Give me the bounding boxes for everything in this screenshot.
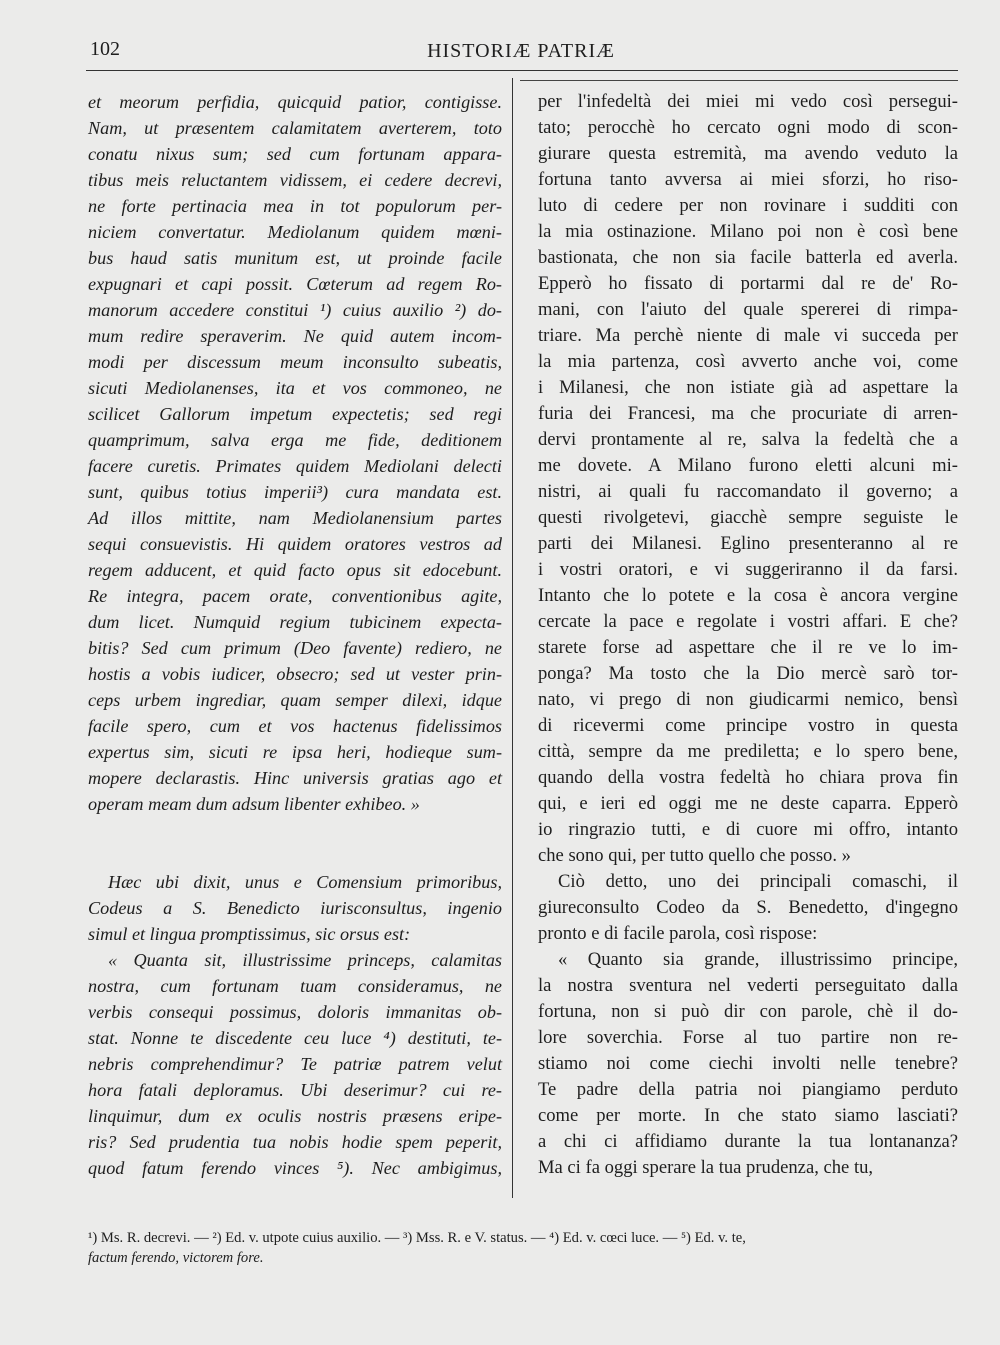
- text-line: mani, con l'aiuto del quale spererei di rimpa-: [538, 299, 958, 320]
- text-line: bastionata, che non sia facile batterla ed averla.: [538, 247, 958, 268]
- text-line: triare. Ma perchè niente di male vi succeda per: [538, 325, 958, 346]
- text-line: bus haud satis munitum est, ut proinde facile: [88, 248, 502, 268]
- text-line: niciem convertatur. Mediolanum quidem mœni-: [88, 222, 502, 242]
- text-line: che sono qui, per tutto quello che posso. »: [538, 845, 851, 866]
- text-line: mopere declarastis. Hinc universis gratias ago et: [88, 768, 502, 788]
- text-line: verbis consequi possimus, doloris immanitas ob-: [88, 1002, 502, 1022]
- text-line: nistri, ai quali fu raccomandato il governo; a: [538, 481, 958, 502]
- text-line: la nostra sventura nel vederti perseguitato dalla: [538, 975, 958, 996]
- latin-column: [88, 89, 502, 1181]
- text-line: quando della vostra fedeltà ho chiara prova fin: [538, 767, 958, 788]
- text-line: qui, e ieri ed oggi me ne deste caparra. Epperò: [538, 793, 958, 814]
- text-line: giurare questa estremità, ma avendo veduto la: [538, 143, 958, 164]
- text-line: me dovete. A Milano furono eletti alcuni mi-: [538, 455, 958, 476]
- text-line: dum licet. Numquid regium tubicinem expecta-: [88, 612, 502, 632]
- text-line: expertus sim, sicuti re ipsa heri, hodieque sum-: [88, 742, 502, 762]
- text-line: Te padre della patria noi piangiamo perduto: [538, 1079, 958, 1100]
- column-divider: [512, 78, 513, 1198]
- text-line: nebris comprehendimur? Te patriæ patrem velut: [88, 1054, 502, 1074]
- text-line: quod fatum ferendo vinces ⁵). Nec ambigimus,: [88, 1158, 502, 1178]
- text-line: Ad illos mittite, nam Mediolanensium partes: [88, 508, 502, 528]
- text-line: hora fatali deploramus. Ubi deserimur? cui re-: [88, 1080, 502, 1100]
- footnotes: [88, 1228, 958, 1268]
- text-line: sunt, quibus totius imperii³) cura mandata est.: [88, 482, 502, 502]
- text-line: i Milanesi, che non istiate già ad aspettare la: [538, 377, 958, 398]
- footnote-line-2: factum ferendo, victorem fore.: [88, 1250, 264, 1266]
- text-line: la mia partenza, così avverto anche voi, come: [538, 351, 958, 372]
- text-line: tato; perocchè ho cercato ogni modo di scon-: [538, 117, 958, 138]
- text-line: simul et lingua promptissimus, sic orsus est:: [88, 924, 411, 944]
- text-line: mum redire speraverim. Ne quid autem incom-: [88, 326, 502, 346]
- text-line: operam meam dum adsum libenter exhibeo. »: [88, 794, 420, 814]
- text-line: città, sempre da me prediletta; e lo spero bene,: [538, 741, 958, 762]
- text-line: hostis a vobis iudicer, obsecro; sed ut vester prin-: [88, 664, 502, 684]
- text-line: et meorum perfidia, quicquid patior, contigisse.: [88, 92, 502, 112]
- header-rule: [86, 70, 958, 71]
- running-title: HISTORIÆ PATRIÆ: [427, 40, 615, 62]
- italian-text-block: [538, 89, 958, 1181]
- paragraph-gap: [88, 817, 502, 869]
- text-line: ne forte pertinacia mea in tot populorum per-: [88, 196, 502, 216]
- text-line: Re integra, pacem orate, conventionibus agite,: [88, 586, 502, 606]
- text-line: dervi prontamente al re, salva la fedeltà che a: [538, 429, 958, 450]
- text-line: a chi ci affidiamo durante la tua lontananza?: [538, 1131, 958, 1152]
- text-line: regem adducent, et quid facto opus sit edocebunt.: [88, 560, 502, 580]
- text-line: fortuna tanto avversa ai miei sforzi, ho riso-: [538, 169, 958, 190]
- text-line: nato, vi prego di non giudicarmi nemico, bensì: [538, 689, 958, 710]
- text-line: ceps urbem ingrediar, quam semper dilexi, idque: [88, 690, 502, 710]
- text-line: sequi consuevistis. Hi quidem oratores vestros ad: [88, 534, 502, 554]
- page-number: 102: [90, 38, 120, 60]
- text-line: Ma ci fa oggi sperare la tua prudenza, che tu,: [538, 1157, 874, 1178]
- text-line: per l'infedeltà dei miei mi vedo così persegui-: [538, 91, 958, 112]
- text-line: « Quanto sia grande, illustrissimo principe,: [558, 949, 958, 970]
- text-line: ris? Sed prudentia tua nobis hodie spem peperit,: [88, 1132, 502, 1152]
- text-line: Codeus a S. Benedicto iurisconsultus, ingenio: [88, 898, 502, 918]
- text-line: bitis? Sed cum primum (Deo favente) rediero, ne: [88, 638, 502, 658]
- text-line: stiamo noi come ciechi involti nelle tenebre?: [538, 1053, 958, 1074]
- text-line: come per morte. In che stato siamo lasciati?: [538, 1105, 958, 1126]
- text-line: nostra, cum fortunam tuam consideramus, ne: [88, 976, 502, 996]
- text-line: manorum accedere constitui ¹) cuius auxilio ²) do-: [88, 300, 502, 320]
- text-line: quamprimum, salva erga me fide, deditionem: [88, 430, 502, 450]
- latin-text-block-2: [88, 869, 502, 1181]
- text-line: furia dei Francesi, ma che procuriate di arren-: [538, 403, 958, 424]
- text-line: sicuti Mediolanenses, ita et vos commoneo, ne: [88, 378, 502, 398]
- text-line: Ciò detto, uno dei principali comaschi, il: [558, 871, 958, 892]
- latin-text-block-1: [88, 89, 502, 817]
- text-line: la mia ostinazione. Milano poi non è così bene: [538, 221, 958, 242]
- text-line: scilicet Gallorum impetum expectetis; sed regi: [88, 404, 502, 424]
- italian-column: [538, 89, 958, 1181]
- text-line: parti dei Milanesi. Eglino presenteranno al re: [538, 533, 958, 554]
- text-line: « Quanta sit, illustrissime princeps, calamitas: [108, 950, 502, 970]
- footnote-line-1: ¹) Ms. R. decrevi. — ²) Ed. v. utpote cuius auxilio. — ³) Mss. R. e V. status. — ⁴) Ed. v. cœci luce. — ⁵) Ed. v. te,: [88, 1230, 746, 1246]
- text-line: linquimur, dum ex oculis nostris præsens eripe-: [88, 1106, 502, 1126]
- right-column-rule: [520, 80, 958, 81]
- text-line: conatu nixus sum; sed cum fortunam appara-: [88, 144, 502, 164]
- text-line: io ringrazio tutti, e di cuore mi offro, intanto: [538, 819, 958, 840]
- text-line: questi rivolgetevi, giacchè sempre seguiste le: [538, 507, 958, 528]
- text-line: giureconsulto Codeo da S. Benedetto, d'ingegno: [538, 897, 958, 918]
- text-line: fortuna, non si può dir con parole, chè il do-: [538, 1001, 958, 1022]
- text-line: Hæc ubi dixit, unus e Comensium primoribus,: [108, 872, 502, 892]
- text-line: Intanto che lo potete e la cosa è ancora vergine: [538, 585, 958, 606]
- text-line: ponga? Ma tosto che la Dio mercè sarò tor-: [538, 663, 958, 684]
- text-line: stat. Nonne te discedente ceu luce ⁴) destituti, te-: [88, 1028, 502, 1048]
- text-line: Epperò ho fissato di portarmi dal re de' Ro-: [538, 273, 958, 294]
- text-line: i vostri oratori, e vi suggeriranno il da farsi.: [538, 559, 958, 580]
- text-line: expugnari et capi possit. Cœterum ad regem Ro-: [88, 274, 502, 294]
- text-line: tibus meis reluctantem vidissem, ei cedere decrevi,: [88, 170, 502, 190]
- text-line: luto di cedere per non rovinare i sudditi con: [538, 195, 958, 216]
- text-line: modi per discessum meum inconsulto subeatis,: [88, 352, 502, 372]
- text-line: cercate la pace e regolate i vostri affari. E che?: [538, 611, 958, 632]
- text-line: starete forse ad aspettare che il re ve lo im-: [538, 637, 958, 658]
- text-line: lore soverchia. Forse al tuo partire non re-: [538, 1027, 958, 1048]
- text-line: facile spero, cum et vos hactenus fidelissimos: [88, 716, 502, 736]
- text-line: di ricevermi come principe vostro in questa: [538, 715, 958, 736]
- text-line: facere curetis. Primates quidem Mediolani delecti: [88, 456, 502, 476]
- page-header: [86, 34, 956, 68]
- text-line: Nam, ut præsentem calamitatem averterem, toto: [88, 118, 502, 138]
- text-line: pronto e di facile parola, così rispose:: [538, 923, 818, 944]
